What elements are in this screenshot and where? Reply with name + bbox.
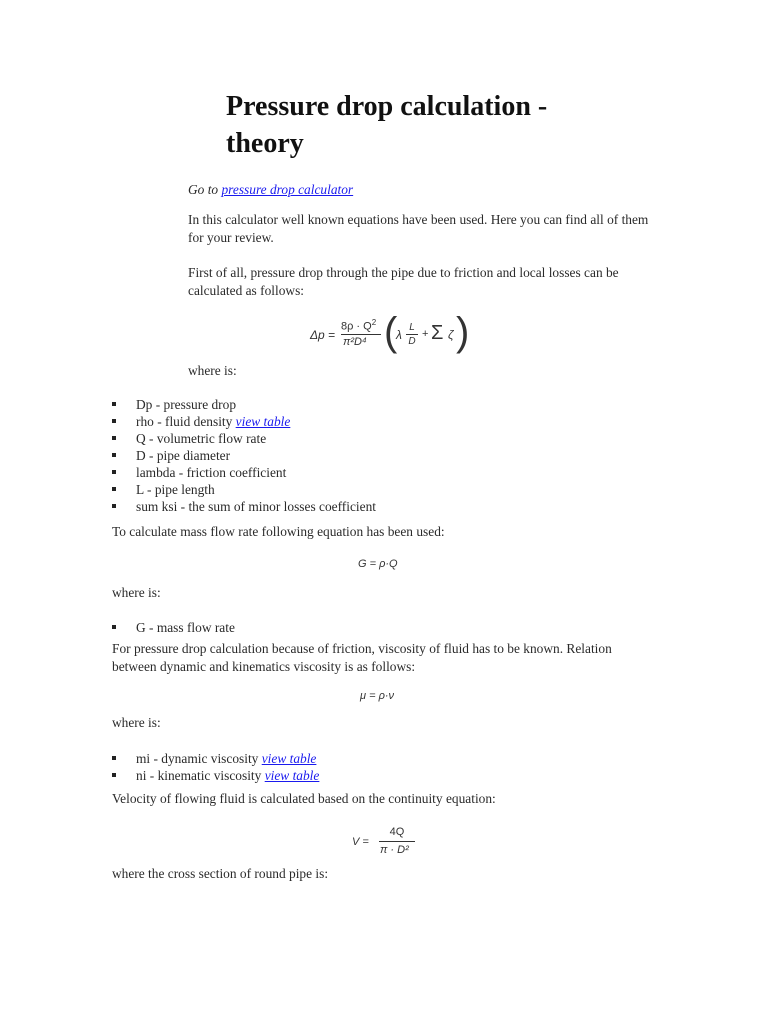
pressure-variables-list bbox=[112, 396, 376, 515]
list-item-text: L - pipe length bbox=[136, 482, 215, 497]
list-item bbox=[112, 750, 319, 767]
bullet-icon bbox=[112, 773, 116, 777]
list-item bbox=[112, 413, 376, 430]
goto-prefix: Go to bbox=[188, 182, 222, 197]
page-title: Pressure drop calculation - theory bbox=[226, 91, 548, 159]
bullet-icon bbox=[112, 487, 116, 491]
list-item bbox=[112, 481, 376, 498]
velocity-formula bbox=[352, 826, 422, 862]
view-table-link[interactable]: view table bbox=[264, 768, 320, 783]
list-item-text: sum ksi - the sum of minor losses coefficient bbox=[136, 499, 377, 514]
list-item bbox=[112, 447, 376, 464]
viscosity-variables-list bbox=[112, 750, 319, 784]
mass-paragraph: To calculate mass flow rate following equation has been used: bbox=[112, 524, 445, 539]
bullet-icon bbox=[112, 625, 116, 629]
view-table-link[interactable]: view table bbox=[235, 414, 291, 429]
list-item-text: rho - fluid density bbox=[136, 414, 236, 429]
list-item bbox=[112, 767, 319, 784]
plus-sign: + bbox=[422, 328, 429, 340]
list-item-text: lambda - friction coefficient bbox=[136, 465, 287, 480]
list-item-text: mi - dynamic viscosity bbox=[136, 751, 262, 766]
where-is-label: where is: bbox=[112, 585, 161, 600]
zeta-symbol: ζ bbox=[448, 328, 454, 342]
list-item bbox=[112, 396, 376, 413]
bullet-icon bbox=[112, 504, 116, 508]
lambda-symbol: λ bbox=[396, 328, 402, 342]
pressure-paragraph: First of all, pressure drop through the pipe due to friction and local losses can be calculated as follows: bbox=[188, 265, 619, 298]
formula-denominator: π²D⁴ bbox=[343, 336, 367, 348]
list-item-text: Q - volumetric flow rate bbox=[136, 431, 267, 446]
list-item bbox=[112, 498, 376, 515]
formula-numerator: $8\rho \cdot Q^2$ bbox=[341, 318, 377, 333]
pressure-drop-calculator-link[interactable]: pressure drop calculator bbox=[221, 182, 354, 197]
fraction-bar bbox=[341, 334, 381, 335]
sum-symbol: Σ bbox=[431, 322, 444, 344]
where-is-label: where is: bbox=[112, 715, 161, 730]
list-item bbox=[112, 464, 376, 481]
bullet-icon bbox=[112, 402, 116, 406]
bullet-icon bbox=[112, 453, 116, 457]
bullet-icon bbox=[112, 436, 116, 440]
velocity-paragraph: Velocity of flowing fluid is calculated based on the continuity equation: bbox=[112, 791, 496, 806]
pressure-drop-formula bbox=[310, 310, 470, 360]
cross-section-paragraph: where the cross section of round pipe is: bbox=[112, 866, 329, 881]
list-item-text: D - pipe diameter bbox=[136, 448, 231, 463]
list-item-text: Dp - pressure drop bbox=[136, 397, 237, 412]
bullet-icon bbox=[112, 470, 116, 474]
fraction-bar bbox=[379, 841, 415, 842]
list-item bbox=[112, 619, 235, 636]
viscosity-paragraph: For pressure drop calculation because of friction, viscosity of fluid has to be known. Relation between dynamic and kinematics viscosity is as follows: bbox=[112, 641, 612, 674]
formula-lhs: V = bbox=[352, 836, 369, 848]
list-item-text: G - mass flow rate bbox=[136, 620, 235, 635]
goto-line bbox=[188, 181, 353, 199]
intro-paragraph: In this calculator well known equations have been used. Here you can find all of them for your review. bbox=[188, 212, 649, 245]
where-is-label: where is: bbox=[188, 363, 237, 378]
list-item bbox=[112, 430, 376, 447]
view-table-link[interactable]: view table bbox=[261, 751, 317, 766]
bullet-icon bbox=[112, 756, 116, 760]
right-paren: ) bbox=[456, 310, 470, 354]
mass-variables-list bbox=[112, 619, 235, 636]
formula-lhs: Δp = bbox=[310, 328, 336, 342]
mass-flow-formula: G = ρ·Q bbox=[358, 558, 398, 570]
formula-numerator: 4Q bbox=[389, 826, 405, 838]
bullet-icon bbox=[112, 419, 116, 423]
l-over-d: L D bbox=[406, 322, 418, 347]
viscosity-formula: μ = ρ·ν bbox=[360, 690, 395, 702]
list-item-text: ni - kinematic viscosity bbox=[136, 768, 265, 783]
left-paren: ( bbox=[384, 310, 398, 354]
formula-denominator: π · D² bbox=[380, 844, 409, 856]
